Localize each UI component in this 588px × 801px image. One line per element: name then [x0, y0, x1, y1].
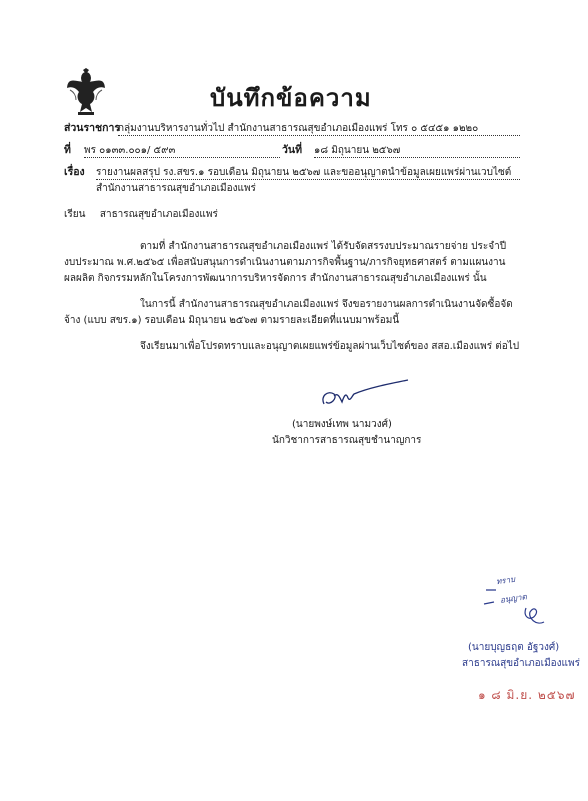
date-label: วันที่: [282, 144, 302, 156]
paragraph-1-line-1: ตามที่ สำนักงานสาธารณสุขอำเภอเมืองแพร่ ได้รับจัดสรรงบประมาณรายจ่าย ประจำปี: [140, 241, 507, 252]
approver-name: (นายบุญธฤต อัฐวงศ์): [468, 642, 560, 653]
approval-date-stamp: ๑ ๘ มิ.ย. ๒๕๖๗: [478, 688, 576, 702]
signature-1-icon: [318, 378, 410, 414]
department-label: ส่วนราชการ: [64, 122, 121, 134]
approval-signature-icon: [482, 578, 552, 634]
department-value: กลุ่มงานบริหารงานทั่วไป สำนักงานสาธารณสุขอำเภอเมืองแพร่ โทร ๐ ๕๔๕๑ ๑๒๒๐: [118, 123, 479, 134]
paragraph-3: จึงเรียนมาเพื่อโปรดทราบและอนุญาตเผยแพร่ข้อมูลผ่านเว็บไซต์ของ สสอ.เมืองแพร่ ต่อไป: [140, 341, 520, 352]
reference-label: ที่: [64, 144, 71, 156]
paragraph-1-line-2: งบประมาณ พ.ศ.๒๕๖๕ เพื่อสนับสนุนการดำเนินงานตามภารกิจพื้นฐาน/ภารกิจยุทธศาสตร์ ตามแผนงาน: [64, 257, 506, 268]
salutation-value: สาธารณสุขอำเภอเมืองแพร่: [99, 209, 218, 220]
reference-value: พร ๐๑๓๓.๐๐๑/ ๕๙๓: [84, 145, 176, 156]
paragraph-2-line-1: ในการนี้ สำนักงานสาธารณสุขอำเภอเมืองแพร่ จึงขอรายงานผลการดำเนินงานจัดซื้อจัด: [140, 299, 513, 310]
garuda-emblem-icon: [66, 68, 106, 116]
date-value: ๑๘ มิถุนายน ๒๕๖๗: [314, 145, 401, 156]
subject-line-2: สำนักงานสาธารณสุขอำเภอเมืองแพร่: [96, 183, 256, 194]
approver-position: สาธารณสุขอำเภอเมืองแพร่: [462, 658, 580, 669]
paragraph-1-line-3: ผลผลิต กิจกรรมหลักในโครงการพัฒนาการบริหารจัดการ สำนักงานสาธารณสุขอำเภอเมืองแพร่ นั้น: [64, 273, 487, 284]
paragraph-2-line-2: จ้าง (แบบ สขร.๑) รอบเดือน มิถุนายน ๒๕๖๗ ตามรายละเอียดที่แนบมาพร้อมนี้: [64, 315, 400, 326]
salutation-label: เรียน: [64, 209, 86, 220]
signer-1-position: นักวิชาการสาธารณสุขชำนาญการ: [272, 435, 422, 446]
memo-title: บันทึกข้อความ: [210, 84, 372, 112]
approval-note-2: อนุญาต: [499, 592, 528, 605]
subject-line-1: รายงานผลสรุป รง.สขร.๑ รอบเดือน มิถุนายน ๒๕๖๗ และขออนุญาตนำข้อมูลเผยแพร่ผ่านเวบไซต์: [96, 167, 512, 178]
signer-1-name: (นายพงษ์เทพ นามวงศ์): [292, 419, 392, 430]
subject-label: เรื่อง: [64, 166, 85, 178]
approval-note-1: ทราบ: [495, 574, 516, 587]
